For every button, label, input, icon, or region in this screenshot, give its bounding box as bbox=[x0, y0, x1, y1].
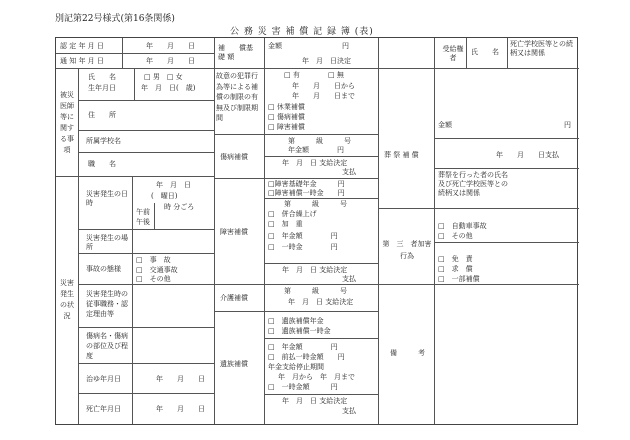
type-other-checkbox[interactable]: □ その他 bbox=[136, 275, 171, 283]
tp-partial-checkbox[interactable]: □ 一部補償 bbox=[438, 275, 480, 283]
injury-grade[interactable]: 第 級 号 bbox=[288, 137, 351, 145]
restriction-yes-checkbox[interactable]: □ 有 bbox=[284, 71, 300, 79]
dis-add-checkbox[interactable]: □ 加 重 bbox=[268, 220, 303, 228]
disability-comp-label: 障害補償 bbox=[220, 228, 248, 236]
relation-label: 死亡学校医等との続柄又は関係 bbox=[510, 40, 573, 57]
surv-lump-checkbox[interactable]: □ 遺族補償一時金 bbox=[268, 327, 331, 335]
ampm-am[interactable]: 午前 bbox=[136, 208, 150, 216]
restriction-no-checkbox[interactable]: □ 無 bbox=[328, 71, 344, 79]
tp-other-checkbox[interactable]: □ その他 bbox=[438, 232, 473, 240]
care-grade[interactable]: 第 級 号 bbox=[284, 287, 347, 295]
death-value[interactable]: 年 月 日 bbox=[156, 405, 205, 413]
dis-combine-checkbox[interactable]: □ 併合繰上げ bbox=[268, 210, 317, 218]
type-traffic-checkbox[interactable]: □ 交通事故 bbox=[136, 266, 178, 274]
tsuchi-value[interactable]: 年 月 日 bbox=[146, 57, 195, 65]
surv-paid[interactable]: 年 月 日 支給決定 bbox=[282, 397, 348, 405]
surv-lumpsum-checkbox[interactable]: □ 一時金額 円 bbox=[268, 383, 338, 391]
date-value[interactable]: 年 月 日 bbox=[156, 181, 191, 189]
gender-checkboxes[interactable]: □ 男 □ 女 bbox=[144, 73, 183, 81]
injury-comp-label: 傷病補償 bbox=[220, 153, 248, 161]
injury-pay-decided[interactable]: 年 月 日 支給決定 bbox=[282, 159, 348, 167]
restriction-label: 故意の犯罪行為等による補償の制限の有無及び制限期間 bbox=[216, 72, 258, 122]
dis-lumpsum-checkbox[interactable]: □ 一時金 円 bbox=[268, 243, 338, 251]
survivor-comp-label: 遺族補償 bbox=[220, 360, 248, 368]
leave-comp-checkbox[interactable]: □ 休業補償 bbox=[268, 103, 305, 111]
accident-section-label: 災害発生の状況 bbox=[60, 279, 74, 320]
surv-period[interactable]: 年 月から 年 月まで bbox=[278, 373, 355, 381]
disability-comp-checkbox[interactable]: □ 障害補償 bbox=[268, 123, 305, 131]
type-label: 事故の態様 bbox=[86, 265, 121, 273]
third-party-label: 第 三 者加害行為 bbox=[382, 240, 432, 260]
care-paid[interactable]: 年 月 日 支給決定 bbox=[288, 298, 354, 306]
dis-lump-checkbox[interactable]: □障害補償一時金 円 bbox=[268, 189, 345, 197]
death-label: 死亡年月日 bbox=[86, 405, 121, 413]
surv-annual-checkbox[interactable]: □ 年金額 円 bbox=[268, 343, 338, 351]
surv-annuity-checkbox[interactable]: □ 遺族補償年金 bbox=[268, 317, 324, 325]
funeral-person-label: 葬祭を行った者の氏名及び死亡学校医等との続柄又は関係 bbox=[438, 171, 508, 197]
name-label: 氏 名 bbox=[88, 73, 116, 81]
injury-pay[interactable]: 支払 bbox=[342, 168, 356, 176]
cure-label: 治ゆ年月日 bbox=[86, 375, 121, 383]
compensation-base-label: 補 償基 礎 額 bbox=[218, 44, 253, 61]
type-accident-checkbox[interactable]: □ 事 故 bbox=[136, 256, 171, 264]
weekday-value[interactable]: ( 曜日) bbox=[151, 192, 178, 200]
injury-comp-checkbox[interactable]: □ 傷病補償 bbox=[268, 113, 305, 121]
injury-annual-amount[interactable]: 年金額 円 bbox=[288, 146, 344, 154]
funeral-paid[interactable]: 年 月 日支払 bbox=[496, 151, 559, 159]
injury-label: 傷病名・傷病の部位及び程度 bbox=[86, 332, 128, 360]
address-label: 住 所 bbox=[88, 111, 116, 119]
dis-grade[interactable]: 第 級 号 bbox=[284, 200, 347, 208]
remarks-label: 備 考 bbox=[390, 349, 425, 357]
birth-label: 生年月日 bbox=[88, 84, 116, 92]
recipient-name-label: 氏 名 bbox=[471, 48, 499, 56]
tp-car-checkbox[interactable]: □ 自動車事故 bbox=[438, 222, 487, 230]
compensation-yen: 円 bbox=[342, 42, 349, 50]
place-label: 災害発生の場所 bbox=[86, 234, 128, 251]
datetime-label: 災害発生の日時 bbox=[86, 190, 128, 207]
dis-pay[interactable]: 支払 bbox=[342, 275, 356, 283]
funeral-yen: 円 bbox=[564, 121, 571, 129]
record-sheet bbox=[55, 37, 578, 425]
surv-advance-checkbox[interactable]: □ 前払一時金額 円 bbox=[268, 353, 345, 361]
care-comp-label: 介護補償 bbox=[220, 294, 248, 302]
nintei-label: 認 定 年 月 日 bbox=[60, 42, 104, 50]
page-title: 公 務 災 害 補 償 記 録 簿 (表) bbox=[230, 27, 374, 37]
compensation-amount-label: 金額 bbox=[268, 42, 282, 50]
school-label: 所属学校名 bbox=[86, 137, 121, 145]
restriction-to[interactable]: 年 月 日まで bbox=[292, 92, 355, 100]
recipient-label: 受給権者 bbox=[442, 45, 464, 62]
victim-section-label: 被災医師等に関する事項 bbox=[60, 91, 74, 154]
surv-stop-label: 年金支給停止期間 bbox=[268, 363, 324, 371]
surv-pay[interactable]: 支払 bbox=[342, 407, 356, 415]
duty-label: 災害発生時の従事職務・認定理由等 bbox=[86, 290, 128, 318]
funeral-amount-label: 金額 bbox=[438, 121, 452, 129]
form-number-label: 別記第22号様式(第16条関係) bbox=[55, 14, 175, 24]
birth-value[interactable]: 年 月 日( 歳) bbox=[141, 84, 196, 92]
time-value[interactable]: 時 分ごろ bbox=[164, 203, 195, 211]
restriction-from[interactable]: 年 月 日から bbox=[292, 82, 355, 90]
dis-paid[interactable]: 年 月 日 支給決定 bbox=[282, 266, 348, 274]
nintei-value[interactable]: 年 月 日 bbox=[146, 42, 195, 50]
tp-claim-checkbox[interactable]: □ 求 償 bbox=[438, 265, 473, 273]
funeral-comp-label: 葬 祭 補 償 bbox=[384, 151, 419, 159]
cure-value[interactable]: 年 月 日 bbox=[156, 375, 205, 383]
dis-annuity-checkbox[interactable]: □障害基礎年金 円 bbox=[268, 180, 345, 188]
job-label: 職 名 bbox=[88, 160, 116, 168]
ampm-pm[interactable]: 午後 bbox=[136, 218, 150, 226]
tsuchi-label: 通 知 年 月 日 bbox=[60, 57, 104, 65]
compensation-decided[interactable]: 年 月 日決定 bbox=[302, 57, 351, 65]
tp-exempt-checkbox[interactable]: □ 免 責 bbox=[438, 255, 473, 263]
dis-annual-checkbox[interactable]: □ 年金額 円 bbox=[268, 232, 338, 240]
